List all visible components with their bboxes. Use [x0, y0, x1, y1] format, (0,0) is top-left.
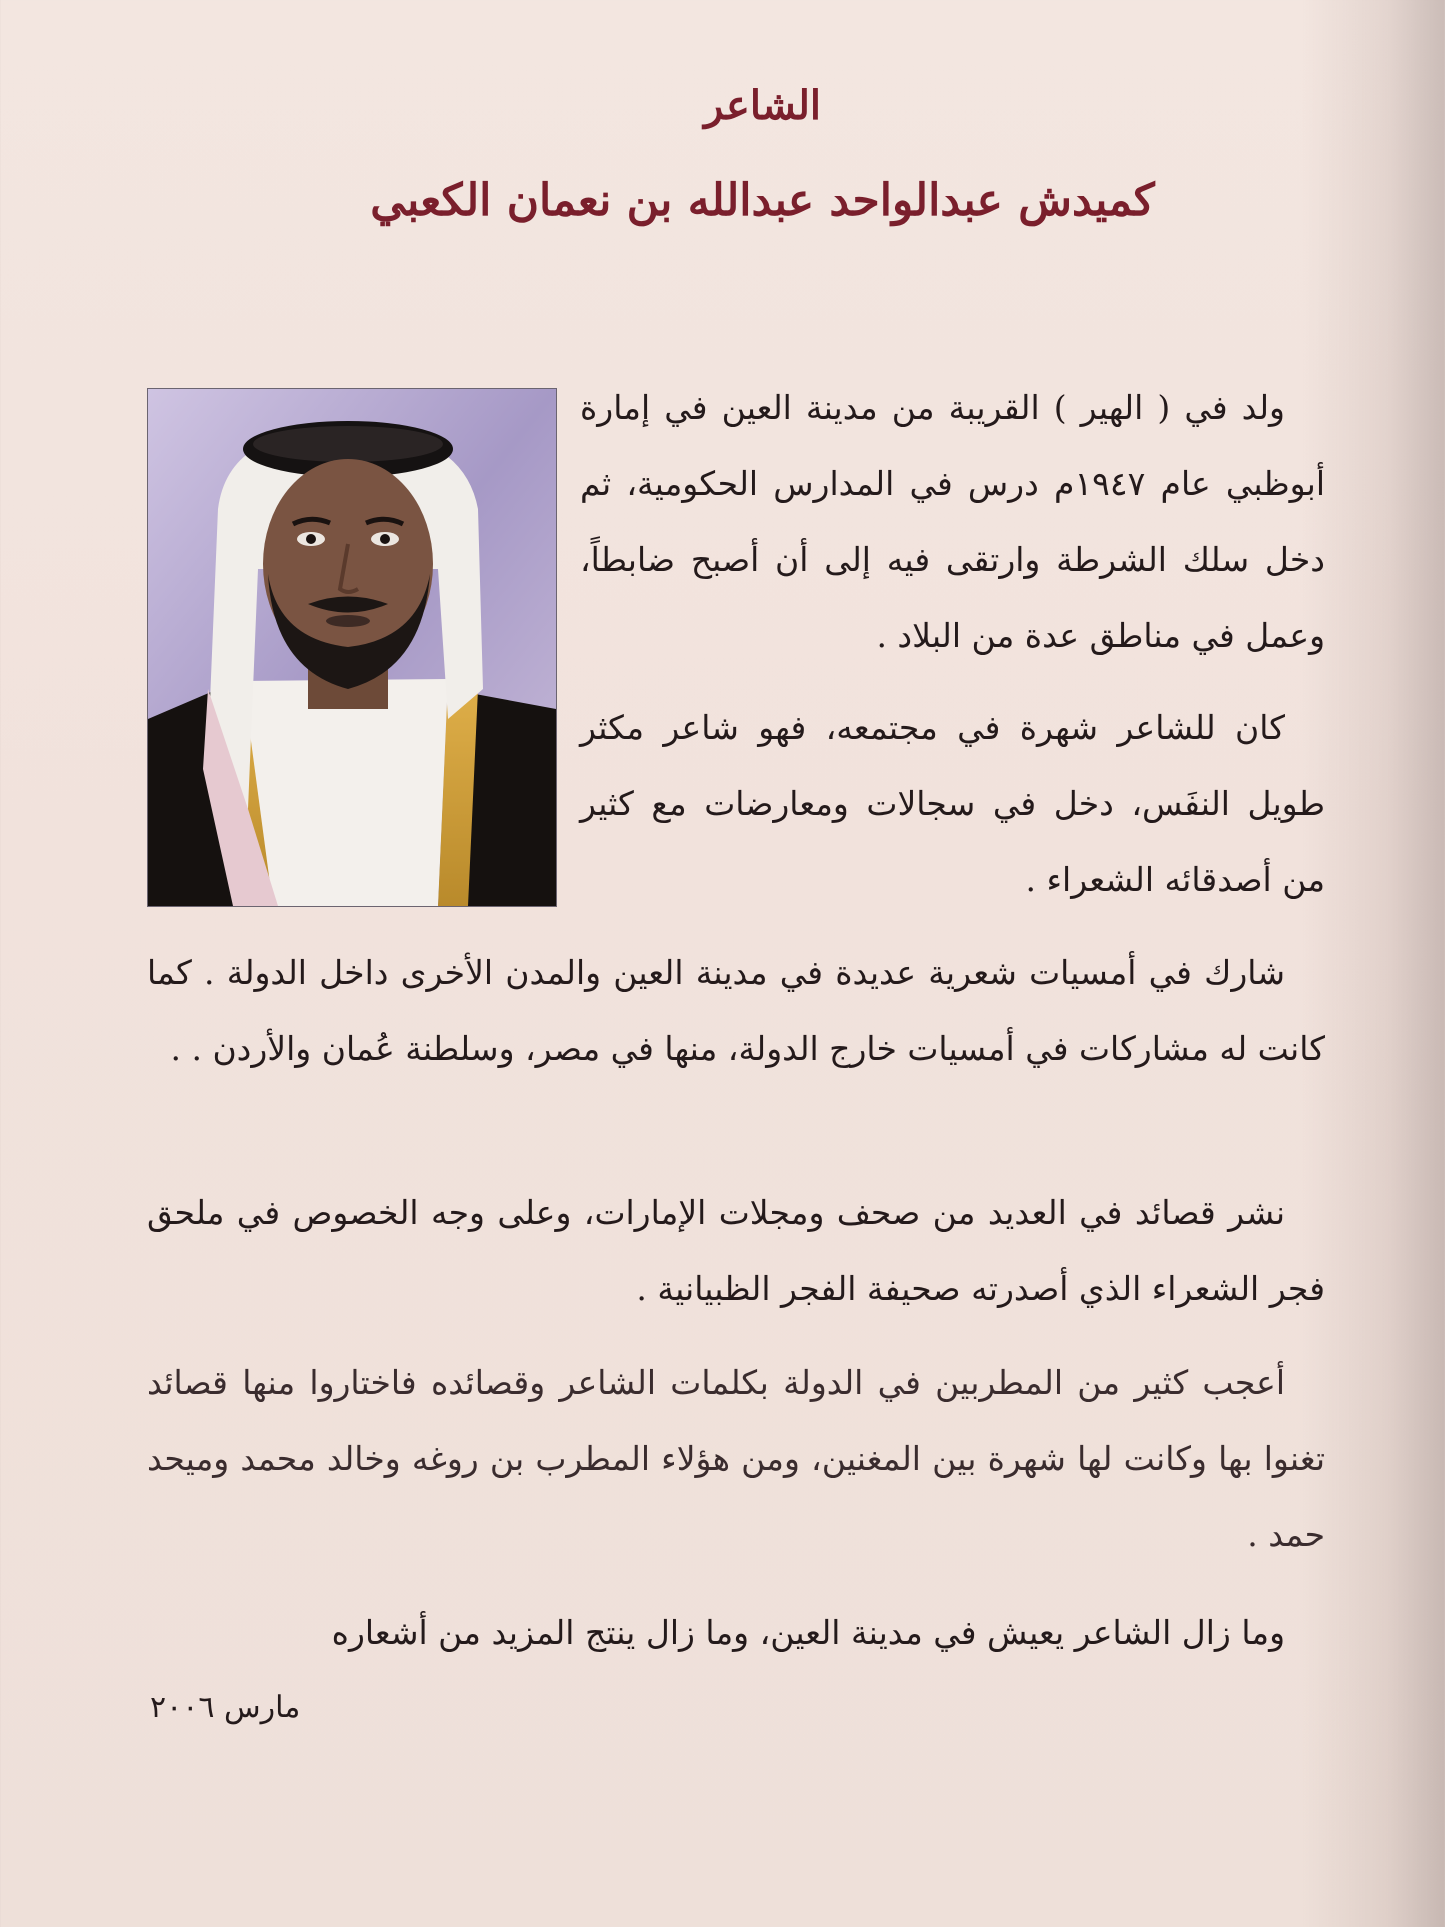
poet-portrait-photo	[147, 388, 557, 907]
paragraph-text: كان للشاعر شهرة في مجتمعه، فهو شاعر مكثر طويل النفَس، دخل في سجالات ومعارضات مع كثير من أصدقائه الشعراء .	[580, 708, 1325, 899]
paragraph-text: ولد في ( الهير ) القريبة من مدينة العين في إمارة أبوظبي عام ١٩٤٧م درس في المدارس الحكومية، ثم دخل سلك الشرطة وارتقى فيه إلى أن أصبح ضابطاً، وعمل في مناطق عدة من البلاد .	[580, 388, 1325, 655]
bio-paragraph-publications	[147, 1175, 1325, 1327]
paragraph-text: نشر قصائد في العديد من صحف ومجلات الإمارات، وعلى وجه الخصوص في ملحق فجر الشعراء الذي أصدرته صحيفة الفجر الظبيانية .	[147, 1193, 1325, 1308]
bio-paragraph-current	[147, 1595, 1325, 1671]
bio-paragraph-singers	[147, 1345, 1325, 1573]
publication-date: مارس ٢٠٠٦	[150, 1690, 301, 1725]
bio-paragraph-fame	[580, 690, 1325, 918]
paragraph-text: وما زال الشاعر يعيش في مدينة العين، وما زال ينتج المزيد من أشعاره	[331, 1613, 1285, 1652]
section-label: الشاعر	[703, 82, 822, 129]
bio-paragraph-events	[147, 935, 1325, 1087]
poet-name-title: كميدش عبدالواحد عبدالله بن نعمان الكعبي	[370, 175, 1155, 226]
paragraph-text: أعجب كثير من المطربين في الدولة بكلمات الشاعر وقصائده فاختاروا منها قصائد تغنوا بها وكانت لها شهرة بين المغنين، ومن هؤلاء المطرب بن روغه وخالد محمد وميحد حمد .	[147, 1363, 1325, 1554]
paragraph-text: شارك في أمسيات شعرية عديدة في مدينة العين والمدن الأخرى داخل الدولة . كما كانت له مشاركات في أمسيات خارج الدولة، منها في مصر، وسلطنة عُمان والأردن . .	[147, 953, 1325, 1068]
bio-paragraph-birth	[580, 370, 1325, 674]
portrait-illustration	[148, 389, 556, 906]
